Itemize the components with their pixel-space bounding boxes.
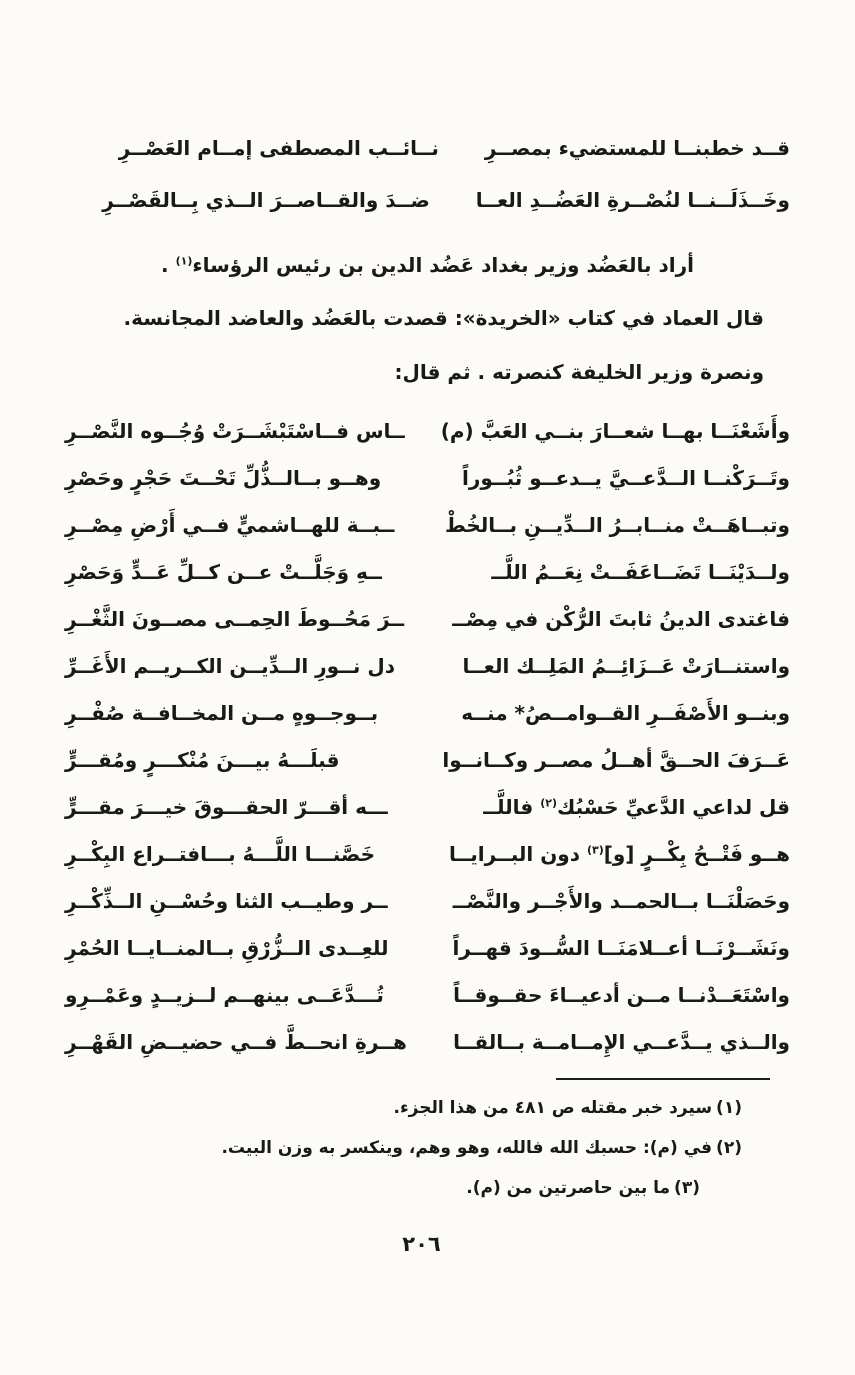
hemistich-right: ونَشَــرْنَــا أعــلامَنَــا السُّــودَ قهــراً xyxy=(452,936,790,960)
hemistich-right: واستنــارَتْ عَــزَائِــمُ المَلِــك العــا xyxy=(462,654,790,678)
footnote-text: سيرد خبر مقتله ص ٤٨١ من هذا الجزء. xyxy=(393,1098,713,1118)
hemistich-left: وهــو بــالــذُّلِّ تَحْــتَ حَجْرٍ وحَصْرِ xyxy=(65,466,382,490)
prose-paragraph-1: قال العماد في كتاب «الخريدة»: قصدت بالعَضُد والعاضد المجانسة. xyxy=(123,306,764,330)
prose-paragraph-2: ونصرة وزير الخليفة كنصرته . ثم قال: xyxy=(394,360,764,384)
poem-line xyxy=(65,784,790,831)
hemistich-left: ــهِ وَجَلَّــتْ عــن كــلِّ عَــدٍّ وَحَصْرِ xyxy=(65,560,382,584)
footnote-text: في (م): حسبك الله فالله، وهو وهم، وينكسر به وزن البيت. xyxy=(221,1138,713,1158)
hemistich-right: فاغتدى الدينُ ثابتَ الرُّكْن في مِصْــ xyxy=(452,607,790,631)
poem-line xyxy=(65,925,790,972)
hemistich-left: ــاس فــاسْتَبْشَــرَتْ وُجُــوه النَّصْــرِ xyxy=(65,419,405,443)
poem-line xyxy=(65,455,790,502)
hemistich-right: وأَشَعْنَــا بهــا شعــارَ بنــي العَبَّ (م) xyxy=(440,419,790,443)
commentary-text: أراد بالعَضُد وزير بغداد عَضُد الدين بن رئيس الرؤساء xyxy=(192,253,694,277)
hemistich-right: وبنــو الأَصْفَــرِ القــوامــصُ* منــه xyxy=(461,701,790,725)
footnote-marker-2: (٢) xyxy=(540,796,557,810)
poem-line xyxy=(65,1019,790,1066)
footnote-number: (١) xyxy=(716,1098,742,1118)
hemistich-text: قل لداعي الدَّعيِّ حَسْبُك xyxy=(556,795,790,819)
page-number: ٢٠٦ xyxy=(402,1232,441,1256)
poem-line xyxy=(65,549,790,596)
hemistich-left: بــوجــوهٍ مــن المخــافــة صُفْــرِ xyxy=(65,701,379,725)
main-poem xyxy=(65,408,790,1066)
footnote-marker-3: (٣) xyxy=(586,843,604,857)
hemistich-left: للعِــدى الــزُّرْقِ بــالمنــايــا الحُمْرِ xyxy=(65,936,389,960)
footnote-number: (٢) xyxy=(716,1138,742,1158)
hemistich-text: هــو فَتْــحُ بِكْــرٍ [و] xyxy=(603,842,790,866)
poem-line xyxy=(65,643,790,690)
hemistich-right: واسْتَعَــدْنــا مــن أدعيــاءَ حقــوقــاً xyxy=(453,983,790,1007)
commentary-line xyxy=(65,240,790,290)
verse-row xyxy=(65,122,790,174)
poem-line xyxy=(65,972,790,1019)
hemistich-text: دون البــرايــا xyxy=(449,842,587,866)
footnotes xyxy=(65,1088,790,1208)
hemistich-right: وتَــرَكْنــا الــدَّعــيَّ يــدعــو ثُبُــوراً xyxy=(462,466,790,490)
footnote-text: ما بين حاصرتين من (م). xyxy=(466,1178,671,1198)
hemistich-left: ــر وطيــب الثنا وحُسْــنِ الــذِّكْــرِ xyxy=(65,889,388,913)
hemistich-right xyxy=(449,831,790,878)
hemistich-left: خَصَّنـــا اللَّـــهُ بـــافتــراع البِكْــرِ xyxy=(65,842,376,866)
commentary-tail: . xyxy=(161,253,176,277)
hemistich-right: والــذي يــدَّعــي الإِمــامــة بــالقــا xyxy=(453,1030,790,1054)
footnote-number: (٣) xyxy=(674,1178,700,1198)
hemistich-left: قبلَـــهُ بيـــنَ مُنْكـــرٍ ومُقـــرٍّ xyxy=(65,748,340,772)
poem-line xyxy=(65,596,790,643)
poem-line xyxy=(65,690,790,737)
footnote-2 xyxy=(65,1128,742,1168)
footnote-3 xyxy=(65,1168,700,1208)
hemistich-right: وخَــذَلَــنــا لنُصْــرةِ العَضُــدِ العــا xyxy=(475,188,790,212)
footnote-1 xyxy=(65,1088,742,1128)
poem-line xyxy=(65,878,790,925)
hemistich-right: قــد خطبنــا للمستضيء بمصــرِ xyxy=(484,136,790,160)
verse-row xyxy=(65,174,790,226)
hemistich-text: فاللَّــ xyxy=(483,795,541,819)
hemistich-left: ــرَ مَحُــوطَ الحِمــى مصــونَ الثَّغْــرِ xyxy=(65,607,405,631)
poem-line xyxy=(65,408,790,455)
hemistich-left: تُـــدَّعَــى بينهــم لــزيــدٍ وعَمْــرِو xyxy=(65,983,384,1007)
hemistich-left: ــبــة للهــاشميٍّ فــي أَرْضِ مِصْــرِ xyxy=(65,513,395,537)
poem-line xyxy=(65,737,790,784)
footnote-marker-1: (١) xyxy=(175,254,193,268)
footnote-separator xyxy=(556,1078,770,1080)
hemistich-left: ضــدَ والقــاصــرَ الــذي بِــالقَصْــرِ xyxy=(102,188,430,212)
hemistich-left: نــائــب المصطفى إمــام العَصْــرِ xyxy=(118,136,439,160)
hemistich-right: وتبــاهَــتْ منــابــرُ الــدِّيــنِ بــالخُطْ xyxy=(444,513,790,537)
hemistich-right xyxy=(483,784,790,831)
hemistich-right: وحَصَلْنَــا بــالحمــد والأَجْــر والنَّصْــ xyxy=(452,889,790,913)
hemistich-left: ـــه أقـــرّ الحقـــوقَ خيـــرَ مقـــرٍّ xyxy=(65,795,388,819)
poem-line xyxy=(65,831,790,878)
intro-couplet xyxy=(65,122,790,226)
hemistich-right: ولــدَيْنَــا تَضَــاعَفَــتْ نِعَــمُ اللَّــ xyxy=(491,560,790,584)
poem-line xyxy=(65,502,790,549)
hemistich-left: هــرةِ انحــطَّ فــي حضيــضِ القَهْــرِ xyxy=(65,1030,407,1054)
hemistich-right: عَــرَفَ الحــقَّ أهــلُ مصــر وكــانــوا xyxy=(442,748,790,772)
hemistich-left: دل نــورِ الــدِّيــن الكــريــم الأَغَــرِّ xyxy=(65,654,395,678)
